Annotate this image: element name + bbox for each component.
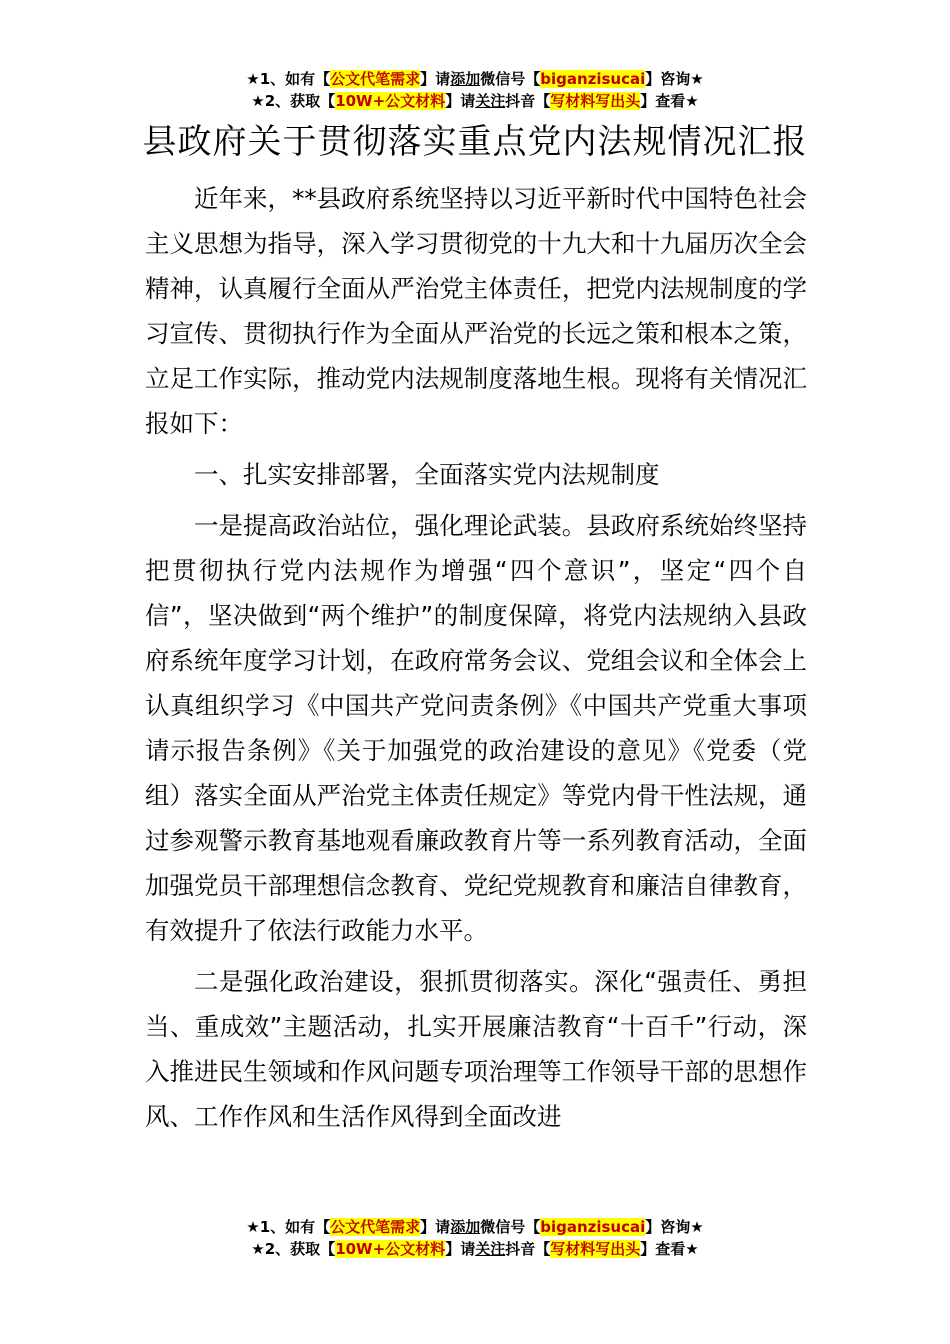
highlight-service: 公文代笔需求 [330, 70, 421, 88]
highlight-douyin: 写材料写出头 [550, 1240, 641, 1258]
paragraph-2: 二是强化政治建设，狠抓贯彻落实。深化“强责任、勇担当、重成效”主题活动，扎实开展廉洁教育“十百千”行动，深入推进民生领域和作风问题专项治理等工作领导干部的思想作风、工作作风和生活作风得到全面改进 [145, 967, 807, 1131]
highlight-materials: 10W+公文材料 [335, 92, 446, 110]
highlight-materials: 10W+公文材料 [335, 1240, 446, 1258]
highlight-douyin: 写材料写出头 [550, 92, 641, 110]
promo-line-2: ★2、获取【10W+公文材料】请关注抖音【写材料写出头】查看★ [251, 1240, 699, 1258]
highlight-wechat-id: biganzisucai [540, 1218, 646, 1236]
promo-line-1: ★1、如有【公文代笔需求】请添加微信号【biganzisucai】咨询★ [246, 70, 704, 88]
paragraph-1: 一是提高政治站位，强化理论武装。县政府系统始终坚持把贯彻执行党内法规作为增强“四个意识”，坚定“四个自信”，坚决做到“两个维护”的制度保障，将党内法规纳入县政府系统年度学习计划，在政府常务会议、党组会议和全体会上认真组织学习《中国共产党问责条例》《中国共产党重大事项请示报告条例》《关于加强党的政治建设的意见》《党委（党组）落实全面从严治党主体责任规定》等党内骨干性法规，通过参观警示教育基地观看廉政教育片等一系列教育活动，全面加强党员干部理想信念教育、党纪党规教育和廉洁自律教育，有效提升了依法行政能力水平。 [145, 511, 807, 945]
bottom-promo-banner [0, 1216, 950, 1260]
paragraph-intro: 近年来，**县政府系统坚持以习近平新时代中国特色社会主义思想为指导，深入学习贯彻党的十九大和十九届历次全会精神，认真履行全面从严治党主体责任，把党内法规制度的学习宣传、贯彻执行作为全面从严治党的长远之策和根本之策，立足工作实际，推动党内法规制度落地生根。现将有关情况汇报如下： [145, 184, 807, 438]
document-body [145, 176, 807, 1145]
promo-line-1: ★1、如有【公文代笔需求】请添加微信号【biganzisucai】咨询★ [246, 1218, 704, 1236]
highlight-service: 公文代笔需求 [330, 1218, 421, 1236]
top-promo-banner [0, 68, 950, 112]
highlight-wechat-id: biganzisucai [540, 70, 646, 88]
section-heading-1: 一、扎实安排部署，全面落实党内法规制度 [194, 460, 660, 489]
document-title: 县政府关于贯彻落实重点党内法规情况汇报 [142, 122, 808, 162]
promo-line-2: ★2、获取【10W+公文材料】请关注抖音【写材料写出头】查看★ [251, 92, 699, 110]
